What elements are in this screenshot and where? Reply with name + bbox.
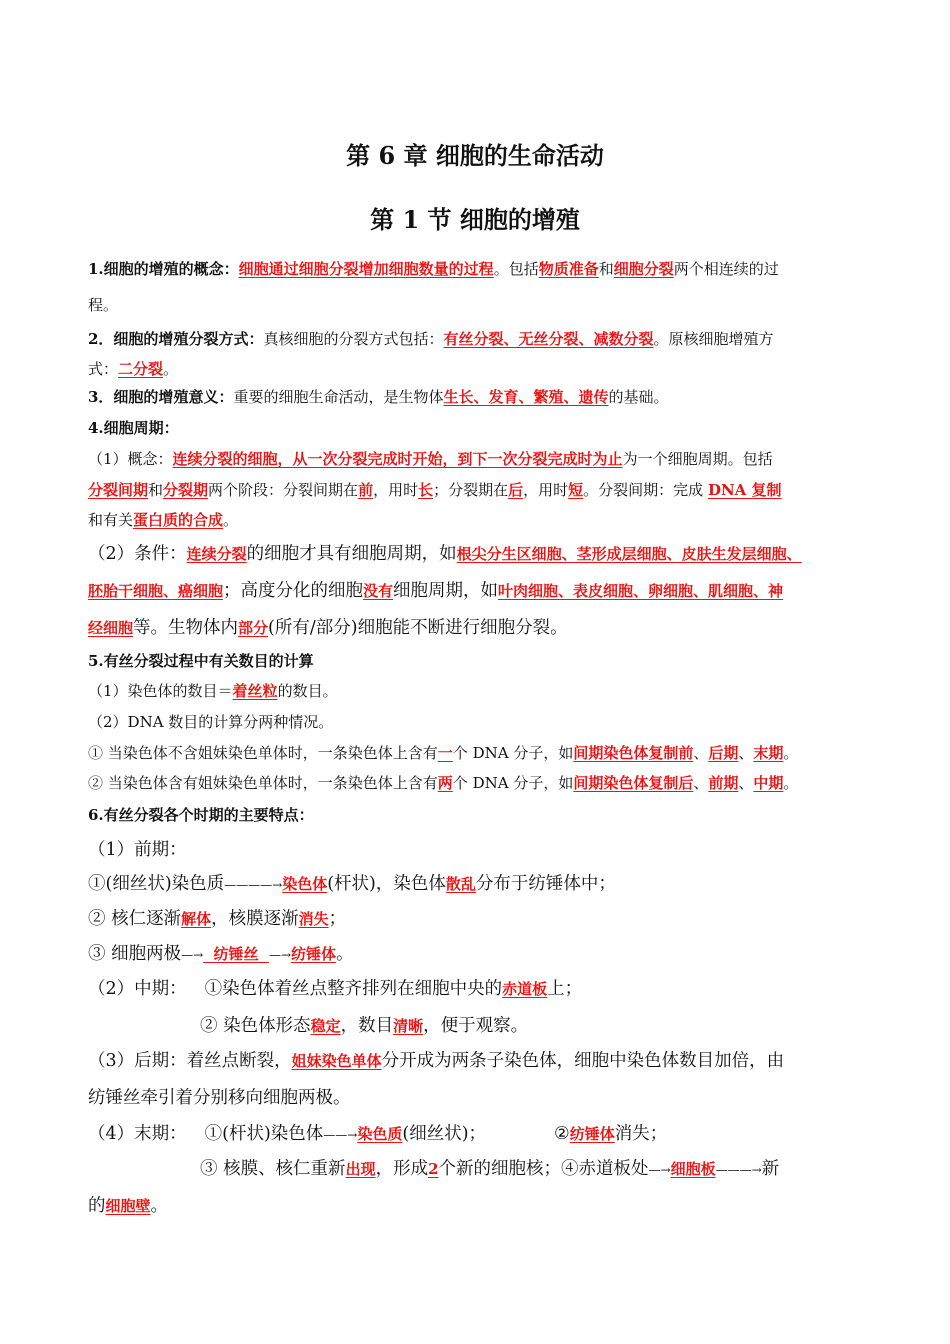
answer: 二分裂 <box>118 360 164 378</box>
text: 消失； <box>614 1124 668 1144</box>
text: (所有/部分)细胞能不断进行细胞分裂。 <box>268 618 568 638</box>
answer: 散乱 <box>445 875 476 893</box>
answer: 末期 <box>753 744 784 762</box>
arrow: —→ <box>269 948 292 962</box>
text: （4）末期： <box>88 1124 187 1144</box>
text: ① 当染色体不含姐妹染色单体时，一条染色体上含有 <box>88 744 438 762</box>
heading-4 <box>88 417 878 438</box>
heading-6-text: 6.有丝分裂各个时期的主要特点： <box>88 806 314 824</box>
text: 个新的细胞核；④赤道板处 <box>438 1159 649 1179</box>
count-line-3 <box>88 742 878 763</box>
answer: 着丝粒 <box>232 682 278 700</box>
answer: 染色体 <box>282 875 328 893</box>
answer: 连续分裂的细胞，从一次分裂完成时开始，到下一次分裂完成时为止 <box>172 450 623 468</box>
text: （2）DNA 数目的计算分两种情况。 <box>88 713 334 731</box>
heading-5-text: 5.有丝分裂过程中有关数目的计算 <box>88 652 314 670</box>
prophase-line-3 <box>88 940 878 965</box>
text: 和 <box>148 481 164 499</box>
answer: 清晰 <box>393 1017 424 1035</box>
telophase-line-2 <box>200 1155 950 1180</box>
cycle-concept-line-2 <box>88 479 878 500</box>
heading-4-text: 4.细胞周期： <box>88 419 179 437</box>
anaphase-line-2 <box>88 1084 878 1109</box>
chapter-title: 第 6 章 细胞的生命活动 <box>346 141 604 170</box>
answer: 胚胎干细胞、癌细胞 <box>88 582 224 600</box>
answer: 物质准备 <box>538 260 599 278</box>
telophase-line-3 <box>88 1192 878 1217</box>
text: 。 <box>150 1196 169 1216</box>
text: 的基础。 <box>608 388 669 406</box>
answer: 有丝分裂、无丝分裂、减数分裂 <box>443 330 654 348</box>
text: 、 <box>738 774 754 792</box>
text: 的数目。 <box>277 682 338 700</box>
text: 。 <box>223 511 239 529</box>
text: ①染色体着丝点整齐排列在细胞中央的 <box>204 979 503 999</box>
heading-3: 3．细胞的增殖意义： <box>88 388 234 406</box>
count-line-1 <box>88 680 878 701</box>
text: ，形成 <box>375 1159 429 1179</box>
text: 真核细胞的分裂方式包括： <box>263 330 444 348</box>
answer: 叶肉细胞、表皮细胞、卵细胞、肌细胞、神 <box>498 582 784 600</box>
answer: 蛋白质的合成 <box>133 511 224 529</box>
text: 。 <box>336 944 354 964</box>
metaphase-line-2 <box>200 1012 950 1037</box>
answer: 纺锤丝 <box>203 945 270 963</box>
text: 。包括 <box>493 260 539 278</box>
section-title: 第 1 节 细胞的增殖 <box>370 205 580 234</box>
text: ①(杆状)染色体 <box>204 1124 324 1144</box>
heading-5 <box>88 650 878 671</box>
division-mode-line-2 <box>88 358 878 379</box>
answer: 赤道板 <box>502 980 548 998</box>
answer: 生长、发育、繁殖、遗传 <box>443 388 609 406</box>
text: 式： <box>88 360 119 378</box>
text: 为一个细胞周期。包括 <box>622 450 773 468</box>
text: ； <box>328 909 347 929</box>
text: 分开成为两条子染色体，细胞中染色体数目加倍，由 <box>381 1051 785 1071</box>
text: ①(细丝状)染色质 <box>88 874 225 894</box>
text: （2）条件： <box>88 544 187 564</box>
text: (细丝状)； <box>402 1124 487 1144</box>
text: ③ 核膜、核仁重新 <box>200 1159 346 1179</box>
text: 的 <box>88 1196 106 1216</box>
concept-line-2 <box>88 294 878 315</box>
arrow: —→ <box>181 948 204 962</box>
text: ② 核仁逐渐 <box>88 909 182 929</box>
text: ② 染色体形态 <box>200 1016 311 1036</box>
answer: 根尖分生区细胞、茎形成层细胞、皮肤生发层细胞、 <box>456 545 802 563</box>
significance-line <box>88 386 878 407</box>
text: 纺锤丝牵引着分别移向细胞两极。 <box>88 1088 351 1108</box>
text: ，数目 <box>340 1016 394 1036</box>
arrow: ——→ <box>323 1128 358 1142</box>
anaphase-line-1 <box>88 1047 878 1072</box>
text: ，用时 <box>373 481 419 499</box>
prophase-label <box>88 836 878 861</box>
text: 。 <box>783 774 799 792</box>
cycle-condition-line-1 <box>88 540 878 565</box>
text: 的细胞才具有细胞周期，如 <box>246 544 457 564</box>
text: ③ 细胞两极 <box>88 944 182 964</box>
answer: 稳定 <box>310 1017 341 1035</box>
heading-6 <box>88 804 878 825</box>
answer: 分裂间期 <box>88 481 149 499</box>
answer: 前 <box>358 481 374 499</box>
answer: 长 <box>418 481 434 499</box>
answer: 部分 <box>238 619 269 637</box>
answer: 姐妹染色单体 <box>291 1052 382 1070</box>
text: ，便于观察。 <box>423 1016 529 1036</box>
text: 、 <box>693 744 709 762</box>
answer: 后 <box>508 481 524 499</box>
answer: 两 <box>437 774 453 792</box>
text: 个 DNA 分子，如 <box>452 744 574 762</box>
text: （3）后期：着丝点断裂， <box>88 1051 292 1071</box>
answer: 细胞壁 <box>105 1197 151 1215</box>
answer: 纺锤体 <box>291 945 337 963</box>
answer: 染色质 <box>357 1125 403 1143</box>
count-line-2 <box>88 711 878 732</box>
answer: 间期染色体复制后 <box>573 774 694 792</box>
concept-line <box>88 258 878 279</box>
heading-2: 2．细胞的增殖分裂方式： <box>88 330 264 348</box>
text: 。 <box>163 360 179 378</box>
heading-1: 1.细胞的增殖的概念： <box>88 260 239 278</box>
prophase-line-2 <box>88 905 878 930</box>
arrow: ———→ <box>715 1163 762 1177</box>
metaphase-line-1 <box>88 975 878 1000</box>
text: (杆状)，染色体 <box>327 874 446 894</box>
text: 和 <box>598 260 614 278</box>
text: （1）前期： <box>88 840 187 860</box>
answer: 后期 <box>708 744 739 762</box>
answer: 连续分裂 <box>186 545 247 563</box>
count-line-4 <box>88 772 878 793</box>
answer: 纺锤体 <box>569 1125 615 1143</box>
answer: 间期染色体复制前 <box>573 744 694 762</box>
text: （1）染色体的数目＝ <box>88 682 233 700</box>
text: 个 DNA 分子，如 <box>452 774 574 792</box>
text: 、 <box>738 744 754 762</box>
cycle-condition-line-3 <box>88 614 878 639</box>
telophase-line-1 <box>88 1120 878 1145</box>
division-mode-line <box>88 328 878 349</box>
text: 重要的细胞生命活动，是生物体 <box>233 388 444 406</box>
answer: 解体 <box>181 910 212 928</box>
text: ② <box>554 1124 570 1144</box>
cycle-concept-line-1 <box>88 448 878 469</box>
arrow: ————→ <box>224 878 283 892</box>
text: 。分裂间期：完成 <box>583 481 708 499</box>
text: 等。生物体内 <box>133 618 239 638</box>
answer: 一 <box>437 744 453 762</box>
text: 上； <box>547 979 583 999</box>
answer: 2 <box>428 1160 439 1178</box>
cycle-concept-line-3 <box>88 509 878 530</box>
text: 分布于纺锤体中； <box>475 874 616 894</box>
answer: 细胞板 <box>670 1160 716 1178</box>
answer: DNA 复制 <box>707 481 782 499</box>
answer: 经细胞 <box>88 619 134 637</box>
text: 新 <box>761 1159 780 1179</box>
answer: 细胞分裂 <box>613 260 674 278</box>
answer: 分裂期 <box>163 481 209 499</box>
text: 细胞周期，如 <box>393 581 499 601</box>
text: ② 当染色体含有姐妹染色单体时，一条染色体上含有 <box>88 774 438 792</box>
answer: 前期 <box>708 774 739 792</box>
text: 。 <box>783 744 799 762</box>
text: 两个相连续的过 <box>673 260 779 278</box>
text: ，核膜逐渐 <box>211 909 299 929</box>
text: ，用时 <box>523 481 569 499</box>
text: （1）概念： <box>88 450 173 468</box>
text: （2）中期： <box>88 979 187 999</box>
text: 两个阶段：分裂间期在 <box>208 481 359 499</box>
arrow: —→ <box>648 1163 671 1177</box>
prophase-line-1 <box>88 870 878 895</box>
text: 程。 <box>88 296 119 314</box>
answer: 出现 <box>345 1160 376 1178</box>
answer: 中期 <box>753 774 784 792</box>
cycle-condition-line-2 <box>88 577 878 602</box>
text: 。原核细胞增殖方 <box>653 330 774 348</box>
text: ；分裂期在 <box>433 481 509 499</box>
text: 和有关 <box>88 511 134 529</box>
text: 、 <box>693 774 709 792</box>
text: ；高度分化的细胞 <box>223 581 364 601</box>
answer: 细胞通过细胞分裂增加细胞数量的过程 <box>238 260 494 278</box>
answer: 没有 <box>363 582 394 600</box>
answer: 消失 <box>298 910 329 928</box>
answer: 短 <box>568 481 584 499</box>
